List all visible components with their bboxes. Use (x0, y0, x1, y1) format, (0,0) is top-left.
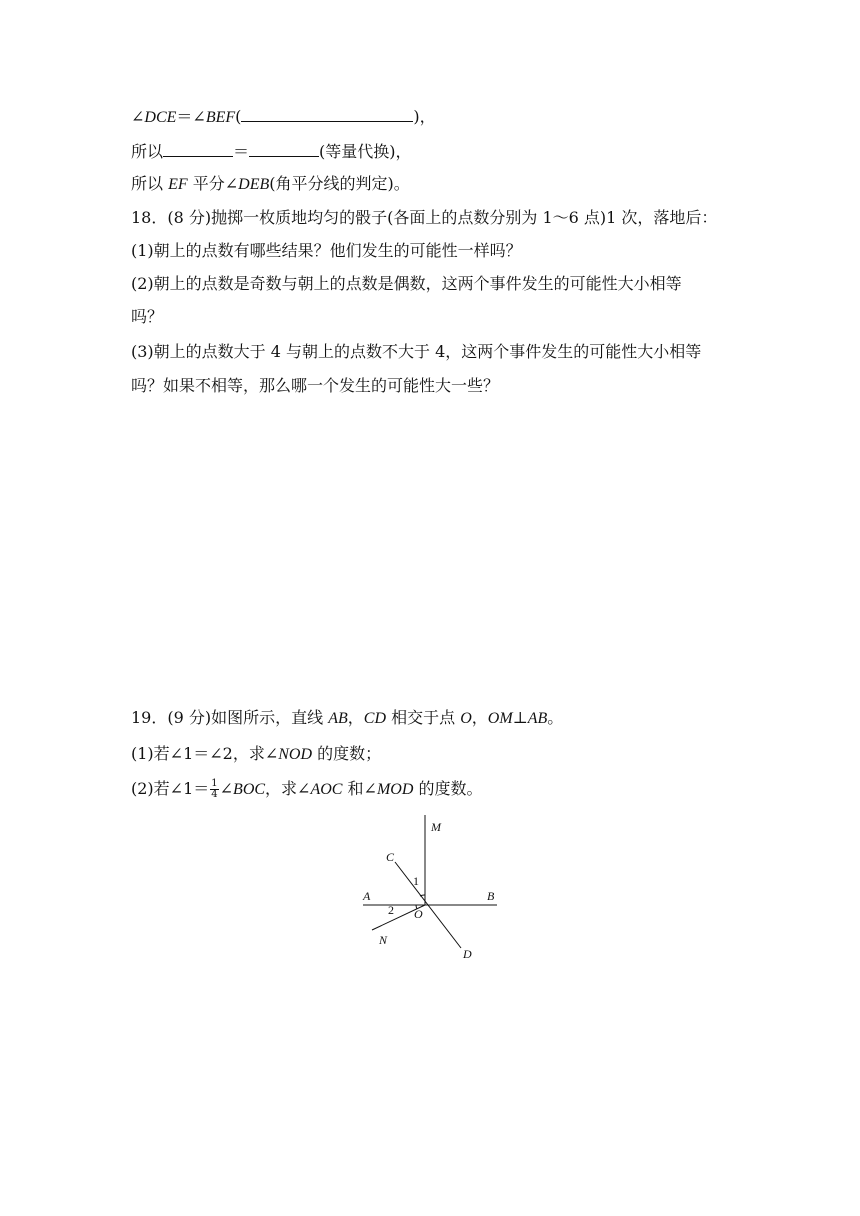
perp-symbol: ⊥ (512, 708, 528, 727)
proof-line-1 (131, 106, 436, 128)
ray-om: OM (487, 710, 513, 727)
q19-stem-text-a: 19．(9 分)如图所示，直线 (131, 708, 329, 727)
reason-bisector: (角平分线的判定)。 (269, 174, 410, 193)
open-paren: ( (235, 107, 242, 126)
q19-part-1 (131, 744, 381, 765)
angle-bef: BEF (205, 109, 236, 126)
answer-blank-left[interactable] (163, 141, 233, 157)
q19-part1-text-b: 的度数； (312, 744, 382, 763)
label-angle-2: 2 (388, 903, 394, 917)
so-prefix: 所以 (131, 142, 164, 161)
fraction-one-quarter (210, 779, 218, 800)
line-cd-segment (395, 862, 461, 948)
point-o: O (460, 710, 472, 727)
segment-ef: EF (168, 176, 188, 193)
answer-blank-right[interactable] (249, 141, 319, 157)
label-d: D (463, 947, 472, 961)
q18-part-3a: (3)朝上的点数大于 4 与朝上的点数不大于 4，这两个事件发生的可能性大小相等 (131, 342, 702, 361)
q19-part2-text-d: 和∠ (342, 779, 377, 798)
q19-stem-text-d: ， (471, 708, 488, 727)
label-b: B (487, 889, 495, 903)
q19-part2-text-e: 的度数。 (413, 779, 483, 798)
proof-line-3 (131, 174, 410, 195)
close-paren: )， (413, 107, 436, 126)
q18-part-2b: 吗？ (131, 307, 164, 326)
angle-aoc: AOC (310, 781, 343, 798)
q19-part-2 (131, 779, 483, 800)
equals-sign: ＝ (233, 142, 250, 161)
fraction-numerator: 1 (211, 778, 218, 789)
angle-dce: DCE (144, 109, 177, 126)
fraction-denominator: 4 (211, 789, 218, 800)
q19-stem-text-b: ， (347, 708, 364, 727)
q19-part2-text-a: (2)若∠1＝ (131, 779, 210, 798)
q18-part-1: (1)朝上的点数有哪些结果？他们发生的可能性一样吗？ (131, 241, 522, 260)
label-angle-1: 1 (413, 874, 419, 888)
angle-nod: NOD (278, 746, 313, 763)
q18-stem: 18．(8 分)抛掷一枚质地均匀的骰子(各面上的点数分别为 1～6 点)1 次，落地后： (131, 208, 718, 227)
q19-part2-text-c: ，求∠ (265, 779, 311, 798)
label-m: M (431, 820, 441, 834)
so-prefix-2: 所以 (131, 174, 169, 193)
angle-boc: BOC (233, 781, 266, 798)
label-a: A (363, 889, 371, 903)
reason-substitution: (等量代换)， (319, 142, 412, 161)
angle-2-arc (416, 905, 417, 909)
line-ab-2: AB (527, 710, 548, 727)
proof-line-2 (131, 141, 412, 162)
q19-stem (131, 708, 563, 729)
answer-blank-reason[interactable] (241, 106, 413, 122)
q18-part-3b: 吗？如果不相等，那么哪一个发生的可能性大一些？ (131, 376, 500, 395)
line-cd: CD (363, 710, 386, 727)
angle-1-arc (420, 895, 425, 896)
ray-on-segment (372, 905, 425, 930)
q19-part2-text-b: ∠ (219, 779, 234, 798)
q18-part-2a: (2)朝上的点数是奇数与朝上的点数是偶数，这两个事件发生的可能性大小相等 (131, 274, 682, 293)
angle-symbol: ∠ (131, 107, 145, 126)
q19-stem-text-f: 。 (547, 708, 564, 727)
angle-deb: DEB (238, 176, 270, 193)
q19-stem-text-c: 相交于点 (386, 708, 461, 727)
line-ab: AB (328, 710, 348, 727)
q19-part1-text-a: (1)若∠1＝∠2，求∠ (131, 744, 279, 763)
equals-angle: ＝∠ (176, 107, 206, 126)
bisects-text: 平分∠ (187, 174, 239, 193)
label-n: N (379, 933, 388, 947)
angle-mod: MOD (376, 781, 414, 798)
label-o: O (414, 907, 423, 921)
label-c: C (386, 850, 395, 864)
